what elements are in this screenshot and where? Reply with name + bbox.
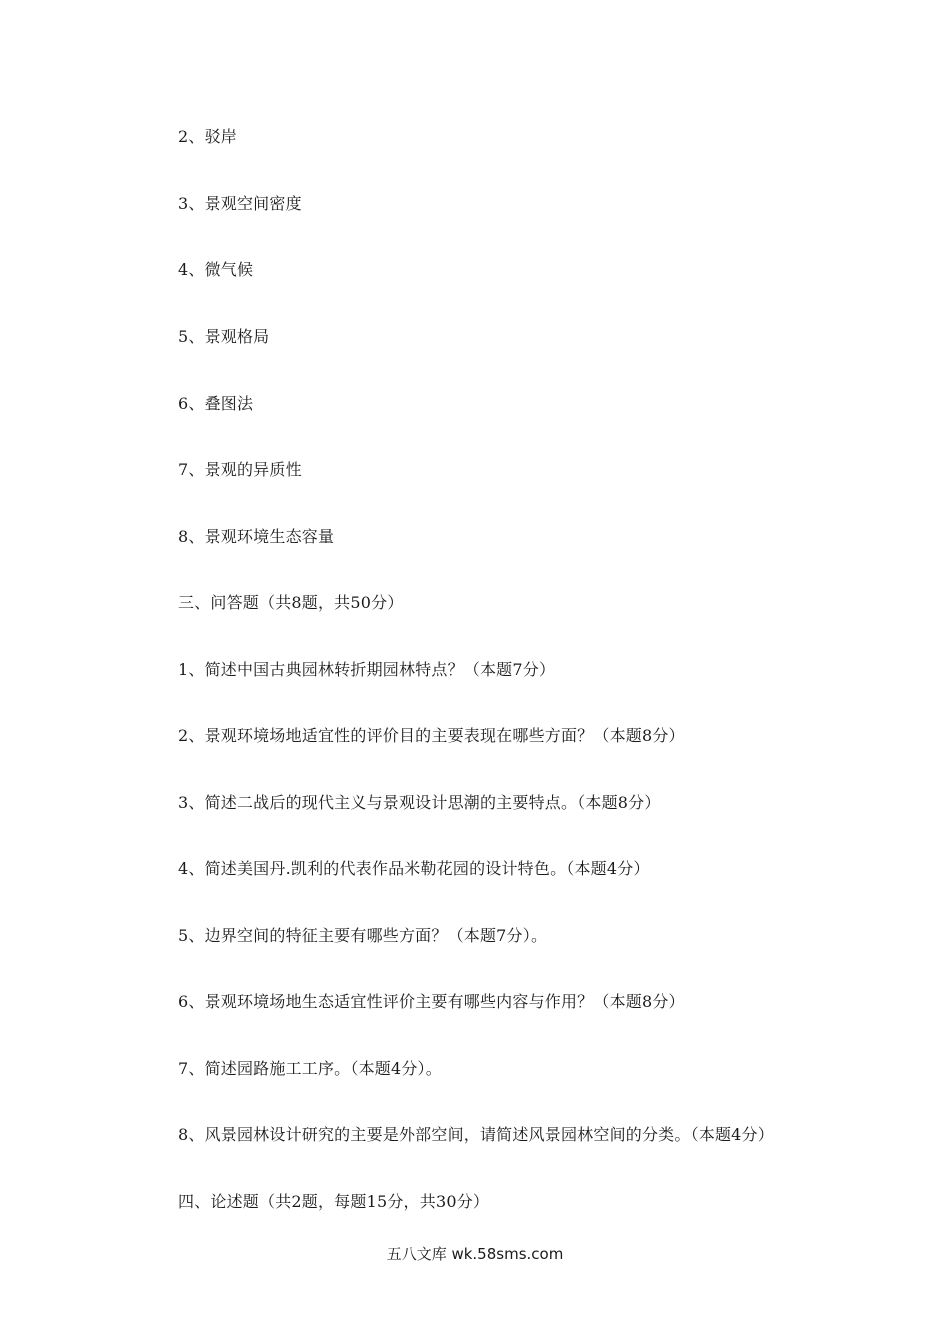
footer-watermark: 五八文库 wk.58sms.com xyxy=(386,1245,564,1263)
question-item-1: 1、简述中国古典园林转折期园林特点？（本题7分） xyxy=(178,660,556,679)
term-item-3: 3、景观空间密度 xyxy=(178,194,302,213)
question-item-2: 2、景观环境场地适宜性的评价目的主要表现在哪些方面？（本题8分） xyxy=(178,726,685,745)
term-item-5: 5、景观格局 xyxy=(178,327,270,346)
question-item-4: 4、简述美国丹.凯利的代表作品米勒花园的设计特色。（本题4分） xyxy=(178,859,650,878)
term-item-7: 7、景观的异质性 xyxy=(178,460,302,479)
section-heading-essay: 四、论述题（共2题，每题15分，共30分） xyxy=(178,1192,490,1211)
term-item-8: 8、景观环境生态容量 xyxy=(178,527,335,546)
question-item-5: 5、边界空间的特征主要有哪些方面？（本题7分）。 xyxy=(178,926,548,945)
question-item-7: 7、简述园路施工工序。（本题4分）。 xyxy=(178,1059,442,1078)
question-item-8: 8、风景园林设计研究的主要是外部空间，请简述风景园林空间的分类。（本题4分） xyxy=(178,1125,774,1144)
term-item-6: 6、叠图法 xyxy=(178,394,254,413)
question-item-6: 6、景观环境场地生态适宜性评价主要有哪些内容与作用？（本题8分） xyxy=(178,992,685,1011)
term-item-2: 2、驳岸 xyxy=(178,127,237,146)
term-item-4: 4、微气候 xyxy=(178,260,254,279)
section-heading-qa: 三、问答题（共8题，共50分） xyxy=(178,593,404,612)
question-item-3: 3、简述二战后的现代主义与景观设计思潮的主要特点。（本题8分） xyxy=(178,793,661,812)
